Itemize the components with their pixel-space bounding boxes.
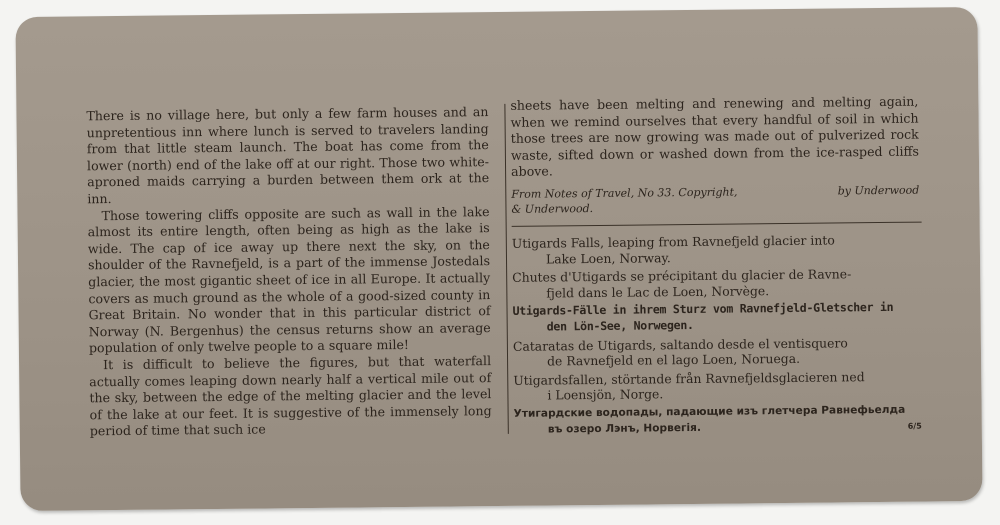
caption-russian <box>514 402 926 438</box>
paragraph-continued: sheets have been melting and renewing and melting again, when we remind ourselves that every handful of soil in which those trees are now growing was made out of pulverized rock waste, sifted down or washed down from the ice-rasped cliffs above. <box>510 93 919 180</box>
credit-left: From Notes of Travel, No 33. Copyright, <box>511 185 738 201</box>
caption-swedish <box>513 368 925 404</box>
caption-french-line2: fjeld dans le Lac de Loen, Norvège. <box>546 282 770 301</box>
column-divider <box>504 104 508 434</box>
caption-german-line1: Utigards-Fälle in ihrem Sturz vom Ravnefjeld-Gletscher in <box>512 300 894 319</box>
caption-swedish-line1: Utigardsfallen, störtande från Ravnefjeldsglacieren ned <box>513 368 865 388</box>
copyright-credit-line2 <box>511 198 919 217</box>
description-column-right <box>510 94 919 217</box>
caption-german-line2: den Lön-See, Norwegen. <box>546 317 694 334</box>
caption-spanish-line2: de Ravnefjeld en el lago Loen, Noruega. <box>546 351 801 369</box>
caption-rule <box>512 222 922 227</box>
caption-english-line1: Utigards Falls, leaping from Ravnefjeld glacier into <box>511 232 835 251</box>
credit-line2: & Underwood. <box>511 201 594 216</box>
stereo-card-back <box>15 7 982 511</box>
caption-english-line2: Lake Loen, Norway. <box>545 249 671 267</box>
paragraph-2: Those towering cliffs opposite are such as wall in the lake almost its entire length, often being as high as the lake is wide. The cap of ice away up there next the sky, on the shoulder of the Ravnefjeld, is a part of the immense Jostedals glacier, the most gigantic sheet of ice in all Europe. It actually covers as much ground as the whole of a good-sized county in Great Britain. No wonder that in this particular district of Norway (N. Bergenhus) the census returns show an average population of only twelve people to a square mile! <box>87 203 491 356</box>
caption-russian-line2: въ озеро Лэнъ, Норвегія. <box>547 421 702 436</box>
caption-spanish <box>513 334 925 370</box>
description-column-left <box>86 104 491 440</box>
caption-german <box>512 300 924 336</box>
caption-french <box>512 266 924 302</box>
caption-english <box>512 232 924 268</box>
caption-french-line1: Chutes d'Utigards se précipitant du glacier de Ravne- <box>512 266 852 286</box>
paragraph-3: It is difficult to believe the figures, but that waterfall actually comes leaping down nearly half a vertical mile out of the sky, between the edge of the melting glacier and the level of the lake at our feet. It is suggestive of the immensely long period of time that such ice <box>89 352 492 439</box>
caption-swedish-line2: i Loensjön, Norge. <box>547 386 664 403</box>
caption-spanish-line1: Cataratas de Utigards, saltando desde el ventisquero <box>512 334 848 354</box>
caption-russian-line1: Утигардские водопады, падающие изъ глетчера Равнефьелда <box>513 403 906 420</box>
multilingual-captions <box>512 232 926 441</box>
credit-right: by Underwood <box>837 183 920 198</box>
card-number: 6/5 <box>907 421 922 431</box>
paragraph-1: There is no village here, but only a few farm houses and an unpretentious inn where lunch is served to travelers landing from that little steam launch. The boat has come from the lower (north) end of the lake off at our right. Those two white-aproned maids carrying a burden between them ork at the inn. <box>86 104 490 207</box>
